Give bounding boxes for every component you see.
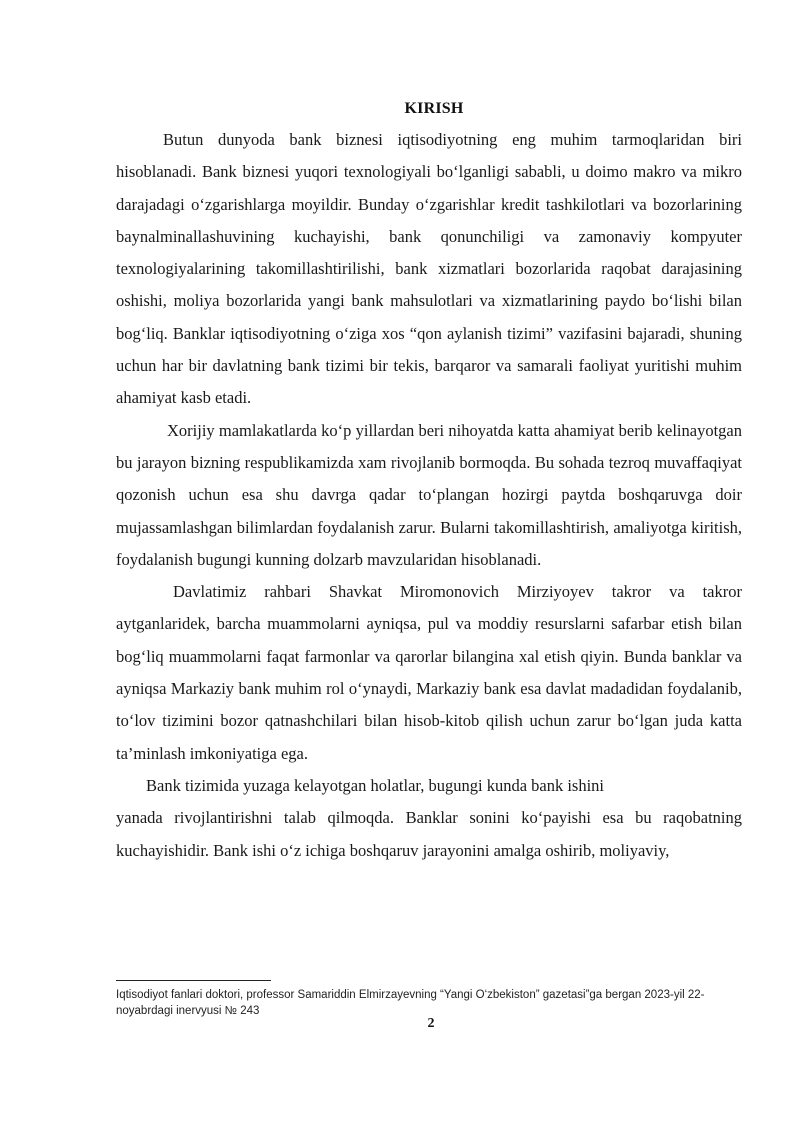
page-content — [116, 100, 742, 867]
page-title: KIRISH — [404, 100, 464, 117]
paragraph-4-first-line: Bank tizimida yuzaga kelayotgan holatlar, bugungi kunda bank ishini — [146, 775, 605, 795]
page-number: 2 — [427, 1016, 435, 1031]
paragraph-2: Xorijiy mamlakatlarda ko‘p yillardan beri nihoyatda katta ahamiyat berib kelinayotgan bu jarayon bizning respublikamizda xam rivojlanib bormoqda. Bu sohada tezroq muvaffaqiyat qozonish uchun esa shu davrga qadar to‘plangan hozirgi paytda boshqaruvga doir mujassamlashgan bilimlardan foydalanish zarur. Bularni takomillashtirish, amaliyotga kiritish, foydalanish bugungi kunning dolzarb mavzularidan hisoblanadi. — [116, 420, 742, 569]
footnote: Iqtisodiyot fanlari doktori, professor Samariddin Elmirzayevning “Yangi O‘zbekiston” gazetasi”ga bergan 2023-yil 22-noyabrdagi inervyusi № 243 — [116, 989, 705, 1017]
paragraph-4-continuation: yanada rivojlantirishni talab qilmoqda. Banklar sonini ko‘payishi esa bu raqobatning kuchayishidir. Bank ishi o‘z ichiga boshqaruv jarayonini amalga oshirib, moliyaviy, — [116, 808, 742, 860]
paragraph-3: Davlatimiz rahbari Shavkat Miromonovich Mirziyoyev takror va takror aytganlaridek, barcha muammolarni ayniqsa, pul va moddiy resurslarni safarbar etish bilan bog‘liq muammolarni faqat farmonlar va qarorlar bilangina xal etish qiyin. Bunda banklar va ayniqsa Markaziy bank muhim rol o‘ynaydi, Markaziy bank esa davlat madadidan foydalanib, to‘lov tizimini bozor qatnashchilari bilan hisob-kitob qilish uchun zarur bo‘lgan juda katta ta’minlash imkoniyatiga ega. — [116, 582, 742, 763]
paragraph-1: Butun dunyoda bank biznesi iqtisodiyotning eng muhim tarmoqlaridan biri hisoblanadi. Bank biznesi yuqori texnologiyali bo‘lganligi sababli, u doimo makro va mikro darajadagi o‘zgarishlarga moyildir. Bunday o‘zgarishlar kredit tashkilotlari va bozorlarining baynalminallashuvining kuchayishi, bank qonunchiligi va zamonaviy kompyuter texnologiyalarining takomillashtirilishi, bank xizmatlari bozorlarida raqobat darajasining oshishi, moliya bozorlarida yangi bank mahsulotlari va xizmatlarining paydo bo‘lishi bilan bog‘liq. Banklar iqtisodiyotning o‘ziga xos “qon aylanish tizimi” vazifasini bajaradi, shuning uchun har bir davlatning bank tizimi bir tekis, barqaror va samarali faoliyat yuritishi muhim ahamiyat kasb etadi. — [116, 130, 742, 408]
footnote-separator — [116, 980, 271, 981]
